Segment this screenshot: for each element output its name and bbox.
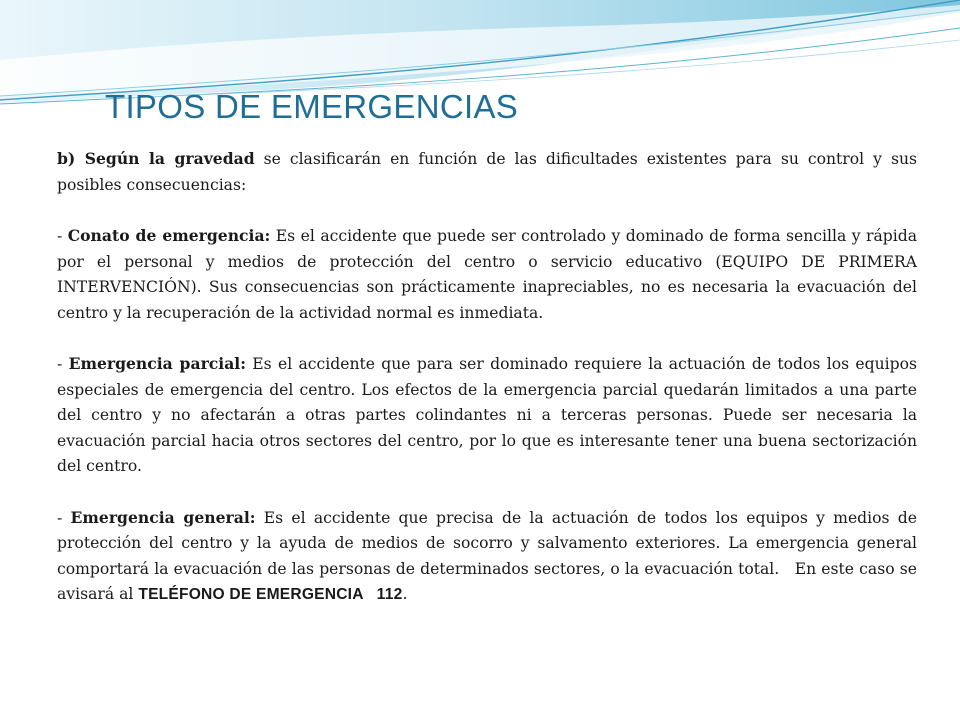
item-end: . [402,585,408,603]
item-dash: - [57,355,69,373]
slide-title: TIPOS DE EMERGENCIAS [105,88,519,125]
item-general [57,505,922,608]
item-text: Es el accidente que puede ser controlado y dominado de forma sencilla y rápida por el personal y medios de protección del centro o servicio educativo (EQUIPO DE PRIMERA INTERVENCIÓN). Sus consecuencias son prácticamente inapreciables, no es necesaria la evacuación del centro y la recuperación de la actividad normal es inmediata. [57,227,917,322]
intro-paragraph [57,146,917,198]
item-conato [57,223,917,326]
item-dash: - [57,508,71,527]
intro-text: se clasificarán en función de las dificultades existentes para su control y sus posibles consecuencias: [57,150,917,194]
emergency-phone: TELÉFONO DE EMERGENCIA 112 [138,586,403,603]
item-term: Emergencia parcial: [68,354,246,373]
item-text: Es el accidente que precisa de la actuación de todos los equipos y medios de protección del centro y la ayuda de medios de socorro y salvamento exteriores. La emergencia general comportará la evacuación de las personas de determinados sectores, o la evacuación total. En este caso se avisará al [57,508,922,603]
item-text: Es el accidente que para ser dominado requiere la actuación de todos los equipos especiales de emergencia del centro. Los efectos de la emergencia parcial quedarán limitados a una parte del centro y no afectarán a otras partes colindantes ni a terceras personas. Puede ser necesaria la evacuación parcial hacia otros sectores del centro, por lo que es interesante tener una buena sectorización del centro. [57,355,917,475]
item-parcial [57,351,917,480]
item-term: Conato de emergencia: [67,226,271,245]
item-dash: - [57,227,68,245]
slide-body [57,146,922,633]
item-term: Emergencia general: [70,507,256,527]
intro-lead: b) Según la gravedad [57,149,255,168]
